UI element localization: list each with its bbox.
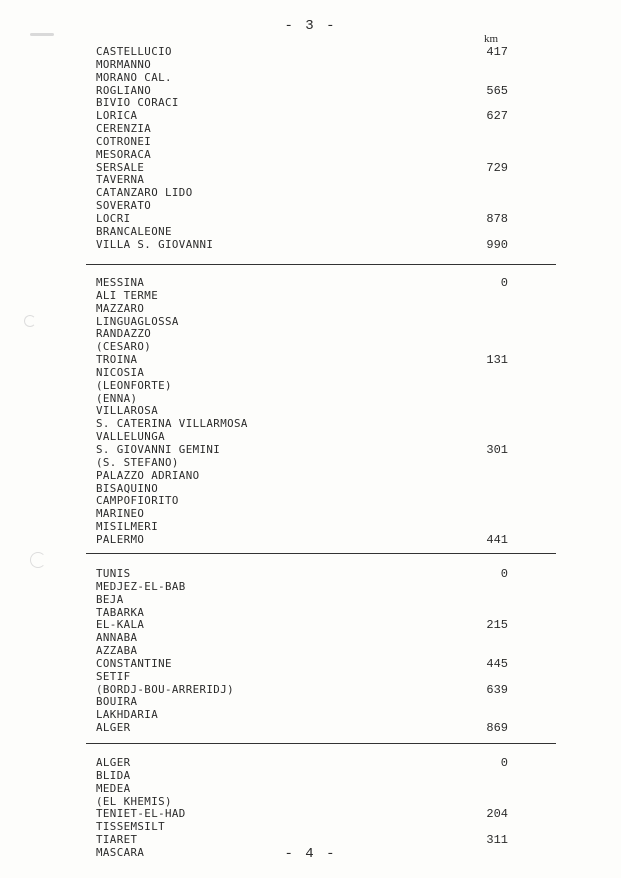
place-name: LINGUAGLOSSA xyxy=(96,314,179,328)
route-row xyxy=(96,341,508,354)
route-row xyxy=(96,200,508,213)
place-name: MASCARA xyxy=(96,845,145,859)
route-row xyxy=(96,226,508,239)
place-name: ALGER xyxy=(96,756,131,769)
place-name: MEDJEZ-EL-BAB xyxy=(96,579,186,593)
place-name: (CESARO) xyxy=(96,340,152,354)
distance-km: 417 xyxy=(486,45,508,59)
route-row xyxy=(96,607,508,620)
place-name: LAKHDARIA xyxy=(96,708,159,722)
route-row xyxy=(96,162,508,175)
place-name: TISSEMSILT xyxy=(96,820,166,834)
route-row xyxy=(96,457,508,470)
place-name: BLIDA xyxy=(96,768,131,782)
route-row xyxy=(96,72,508,85)
distance-km: 729 xyxy=(486,160,508,175)
section-divider xyxy=(86,743,556,744)
place-name: VILLAROSA xyxy=(96,404,159,418)
place-name: CONSTANTINE xyxy=(96,656,172,670)
distance-km: 878 xyxy=(486,211,508,226)
route-row xyxy=(96,136,508,149)
route-row xyxy=(96,239,508,252)
page-number-top: - 3 - xyxy=(284,18,337,34)
route-row xyxy=(96,619,508,632)
route-section-tunisia-algeria xyxy=(96,568,508,735)
route-row xyxy=(96,367,508,380)
route-row xyxy=(96,59,508,72)
distance-km: 990 xyxy=(486,237,508,252)
route-row xyxy=(96,123,508,136)
place-name: PALERMO xyxy=(96,532,145,546)
place-name: MESSINA xyxy=(96,276,145,289)
route-row xyxy=(96,380,508,393)
route-row xyxy=(96,97,508,110)
place-name: TIARET xyxy=(96,833,138,847)
place-name: MORMANNO xyxy=(96,57,152,71)
route-section-calabria xyxy=(96,46,508,252)
distance-km: 215 xyxy=(486,618,508,633)
place-name: NICOSIA xyxy=(96,365,145,379)
route-row xyxy=(96,277,508,290)
place-name: BRANCALEONE xyxy=(96,224,172,238)
km-unit-label: km xyxy=(484,33,499,45)
place-name: BEJA xyxy=(96,592,124,606)
place-name: ANNABA xyxy=(96,631,138,645)
route-row xyxy=(96,187,508,200)
distance-km: 639 xyxy=(486,682,508,697)
place-name: TAVERNA xyxy=(96,173,145,187)
place-name: TUNIS xyxy=(96,567,131,580)
route-row xyxy=(96,722,508,735)
distance-km: 0 xyxy=(500,567,508,581)
place-name: TROINA xyxy=(96,353,138,367)
place-name: TENIET-EL-HAD xyxy=(96,807,186,821)
place-name: EL-KALA xyxy=(96,618,145,632)
place-name: CASTELLUCIO xyxy=(96,45,172,58)
place-name: BOUIRA xyxy=(96,695,138,709)
distance-km: 0 xyxy=(500,756,508,770)
place-name: MISILMERI xyxy=(96,520,159,534)
distance-km: 311 xyxy=(486,833,508,848)
punch-hole-mark xyxy=(30,552,46,568)
section-divider xyxy=(86,264,556,265)
place-name: BIVIO CORACI xyxy=(96,96,179,110)
place-name: VALLELUNGA xyxy=(96,430,166,444)
place-name: CAMPOFIORITO xyxy=(96,494,179,508)
place-name: TABARKA xyxy=(96,605,145,619)
route-row xyxy=(96,821,508,834)
place-name: S. CATERINA VILLARMOSA xyxy=(96,417,248,431)
route-row xyxy=(96,303,508,316)
place-name: MAZZARO xyxy=(96,301,145,315)
place-name: MORANO CAL. xyxy=(96,70,172,84)
place-name: VILLA S. GIOVANNI xyxy=(96,237,214,251)
route-row xyxy=(96,594,508,607)
route-section-sicily xyxy=(96,277,508,547)
route-row xyxy=(96,470,508,483)
route-row xyxy=(96,521,508,534)
distance-km: 869 xyxy=(486,721,508,736)
place-name: ALI TERME xyxy=(96,288,159,302)
place-name: COTRONEI xyxy=(96,134,152,148)
place-name: (EL KHEMIS) xyxy=(96,794,172,808)
distance-km: 301 xyxy=(486,442,508,457)
route-row xyxy=(96,110,508,123)
place-name: AZZABA xyxy=(96,644,138,658)
route-row xyxy=(96,658,508,671)
route-row xyxy=(96,632,508,645)
punch-hole-mark xyxy=(24,315,36,327)
route-row xyxy=(96,290,508,303)
page-number-bottom: - 4 - xyxy=(284,846,337,862)
route-row xyxy=(96,495,508,508)
route-row xyxy=(96,834,508,847)
distance-km: 204 xyxy=(486,807,508,822)
route-row xyxy=(96,534,508,547)
route-row xyxy=(96,354,508,367)
place-name: ROGLIANO xyxy=(96,83,152,97)
route-row xyxy=(96,757,508,770)
route-row xyxy=(96,770,508,783)
route-row xyxy=(96,671,508,684)
place-name: PALAZZO ADRIANO xyxy=(96,468,200,482)
place-name: S. GIOVANNI GEMINI xyxy=(96,442,221,456)
place-name: SERSALE xyxy=(96,160,145,174)
route-row xyxy=(96,568,508,581)
distance-km: 131 xyxy=(486,353,508,368)
route-row xyxy=(96,783,508,796)
place-name: (ENNA) xyxy=(96,391,138,405)
route-row xyxy=(96,684,508,697)
distance-km: 445 xyxy=(486,656,508,671)
place-name: SETIF xyxy=(96,669,131,683)
place-name: SOVERATO xyxy=(96,199,152,213)
route-row xyxy=(96,709,508,722)
route-section-algeria-west xyxy=(96,757,508,860)
route-row xyxy=(96,645,508,658)
place-name: (BORDJ-BOU-ARRERIDJ) xyxy=(96,682,235,696)
distance-km: 565 xyxy=(486,83,508,98)
route-row xyxy=(96,581,508,594)
place-name: MARINEO xyxy=(96,507,145,521)
place-name: ALGER xyxy=(96,721,131,735)
distance-km: 0 xyxy=(500,276,508,290)
distance-km: 441 xyxy=(486,532,508,547)
place-name: (LEONFORTE) xyxy=(96,378,172,392)
place-name: RANDAZZO xyxy=(96,327,152,341)
route-row xyxy=(96,316,508,329)
route-row xyxy=(96,46,508,59)
route-row xyxy=(96,213,508,226)
route-row xyxy=(96,149,508,162)
route-row xyxy=(96,444,508,457)
place-name: (S. STEFANO) xyxy=(96,455,179,469)
place-name: LOCRI xyxy=(96,211,131,225)
distance-km: 627 xyxy=(486,109,508,124)
place-name: CERENZIA xyxy=(96,122,152,136)
place-name: BISAQUINO xyxy=(96,481,159,495)
section-divider xyxy=(86,553,556,554)
place-name: CATANZARO LIDO xyxy=(96,186,193,200)
place-name: MESORACA xyxy=(96,147,152,161)
place-name: MEDEA xyxy=(96,781,131,795)
place-name: LORICA xyxy=(96,109,138,123)
route-row xyxy=(96,328,508,341)
